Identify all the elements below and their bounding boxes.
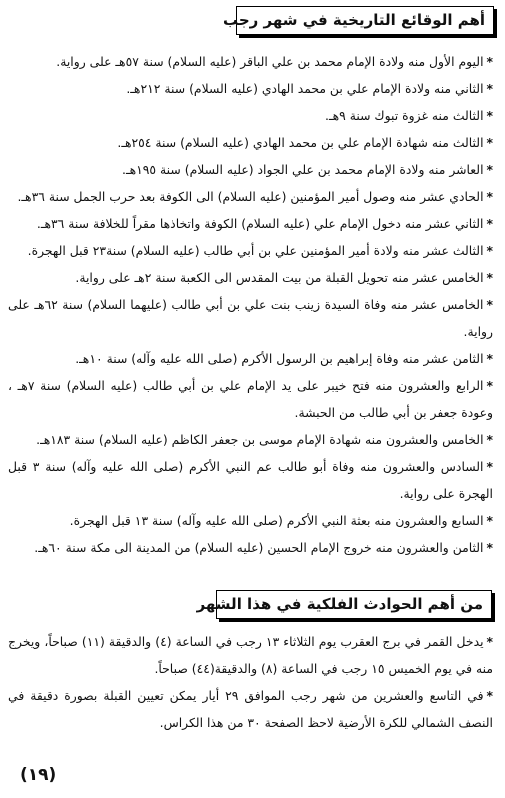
list-item xyxy=(8,507,493,534)
list-item-text: الثامن عشر منه وفاة إبراهيم بن الرسول الأكرم (صلى الله عليه وآله) سنة ١٠هـ. xyxy=(75,351,484,366)
list-item xyxy=(8,628,493,682)
list-item-text: الخامس عشر منه تحويل القبلة من بيت المقدس الى الكعبة سنة ٢هـ على رواية. xyxy=(75,270,484,285)
list-item xyxy=(8,210,493,237)
bullet-star-icon: * xyxy=(486,270,493,285)
bullet-star-icon: * xyxy=(486,540,493,555)
section-heading-astronomical-events: من أهم الحوادث الفلكية في هذا الشهر xyxy=(216,590,492,619)
list-item xyxy=(8,75,493,102)
bullet-star-icon: * xyxy=(486,634,493,649)
list-item-text: الخامس عشر منه وفاة السيدة زينب بنت علي بن أبي طالب (عليهما السلام) سنة ٦٢هـ على رواية. xyxy=(8,297,493,339)
list-item xyxy=(8,426,493,453)
list-item xyxy=(8,682,493,736)
list-item-text: في التاسع والعشرين من شهر رجب الموافق ٢٩ أيار يمكن تعيين القبلة بصورة دقيقة في النصف الشمالي للكرة الأرضية لاحظ الصفحة ٣٠ من هذا الكراس. xyxy=(8,688,493,730)
historical-events-list xyxy=(8,48,493,561)
list-item-text: الثامن والعشرون منه خروج الإمام الحسين (عليه السلام) من المدينة الى مكة سنة ٦٠هـ. xyxy=(34,540,484,555)
bullet-star-icon: * xyxy=(486,513,493,528)
list-item xyxy=(8,264,493,291)
bullet-star-icon: * xyxy=(486,688,493,703)
list-item xyxy=(8,183,493,210)
bullet-star-icon: * xyxy=(486,432,493,447)
bullet-star-icon: * xyxy=(486,243,493,258)
list-item-text: السابع والعشرون منه بعثة النبي الأكرم (صلى الله عليه وآله) سنة ١٣ قبل الهجرة. xyxy=(69,513,484,528)
page-number: (١٩) xyxy=(20,765,57,785)
list-item-text: يدخل القمر في برج العقرب يوم الثلاثاء ١٣ رجب في الساعة (٤) والدقيقة (١١) صباحاً، ويخرج منه في يوم الخميس ١٥ رجب في الساعة (٨) والدقيقة(٤٤) صباحاً. xyxy=(8,634,493,676)
list-item xyxy=(8,48,493,75)
list-item-text: الرابع والعشرون منه فتح خيبر على يد الإمام علي بن أبي طالب (عليه السلام) سنة ٧هـ ، وعودة جعفر بن أبي طالب من الحبشة. xyxy=(8,378,493,420)
bullet-star-icon: * xyxy=(486,162,493,177)
list-item-text: الثاني منه ولادة الإمام علي بن محمد الهادي (عليه السلام) سنة ٢١٢هـ. xyxy=(126,81,484,96)
list-item xyxy=(8,156,493,183)
list-item xyxy=(8,372,493,426)
bullet-star-icon: * xyxy=(486,81,493,96)
list-item xyxy=(8,129,493,156)
list-item xyxy=(8,453,493,507)
bullet-star-icon: * xyxy=(486,135,493,150)
bullet-star-icon: * xyxy=(486,351,493,366)
list-item-text: الخامس والعشرون منه شهادة الإمام موسى بن جعفر الكاظم (عليه السلام) سنة ١٨٣هـ. xyxy=(36,432,484,447)
list-item-text: الحادي عشر منه وصول أمير المؤمنين (عليه السلام) الى الكوفة بعد حرب الجمل سنة ٣٦هـ. xyxy=(17,189,484,204)
bullet-star-icon: * xyxy=(486,108,493,123)
section-heading-historical-events: أهم الوقائع التاريخية في شهر رجب xyxy=(236,6,494,35)
astronomical-events-list xyxy=(8,628,493,736)
list-item xyxy=(8,237,493,264)
bullet-star-icon: * xyxy=(486,459,493,474)
list-item xyxy=(8,291,493,345)
bullet-star-icon: * xyxy=(486,378,493,393)
bullet-star-icon: * xyxy=(486,189,493,204)
list-item-text: الثالث منه غزوة تبوك سنة ٩هـ. xyxy=(325,108,484,123)
list-item-text: الثاني عشر منه دخول الإمام علي (عليه السلام) الكوفة واتخاذها مقراً للخلافة سنة ٣٦هـ. xyxy=(36,216,484,231)
bullet-star-icon: * xyxy=(486,297,493,312)
list-item xyxy=(8,102,493,129)
bullet-star-icon: * xyxy=(486,54,493,69)
list-item xyxy=(8,534,493,561)
bullet-star-icon: * xyxy=(486,216,493,231)
list-item-text: العاشر منه ولادة الإمام محمد بن علي الجواد (عليه السلام) سنة ١٩٥هـ. xyxy=(122,162,484,177)
list-item xyxy=(8,345,493,372)
list-item-text: اليوم الأول منه ولادة الإمام محمد بن علي الباقر (عليه السلام) سنة ٥٧هـ على رواية. xyxy=(56,54,484,69)
list-item-text: الثالث منه شهادة الإمام علي بن محمد الهادي (عليه السلام) سنة ٢٥٤هـ. xyxy=(117,135,484,150)
list-item-text: الثالث عشر منه ولادة أمير المؤمنين علي بن أبي طالب (عليه السلام) سنة٢٣ قبل الهجرة. xyxy=(27,243,484,258)
list-item-text: السادس والعشرون منه وفاة أبو طالب عم النبي الأكرم (صلى الله عليه وآله) سنة ٣ قبل الهجرة على رواية. xyxy=(8,459,493,501)
